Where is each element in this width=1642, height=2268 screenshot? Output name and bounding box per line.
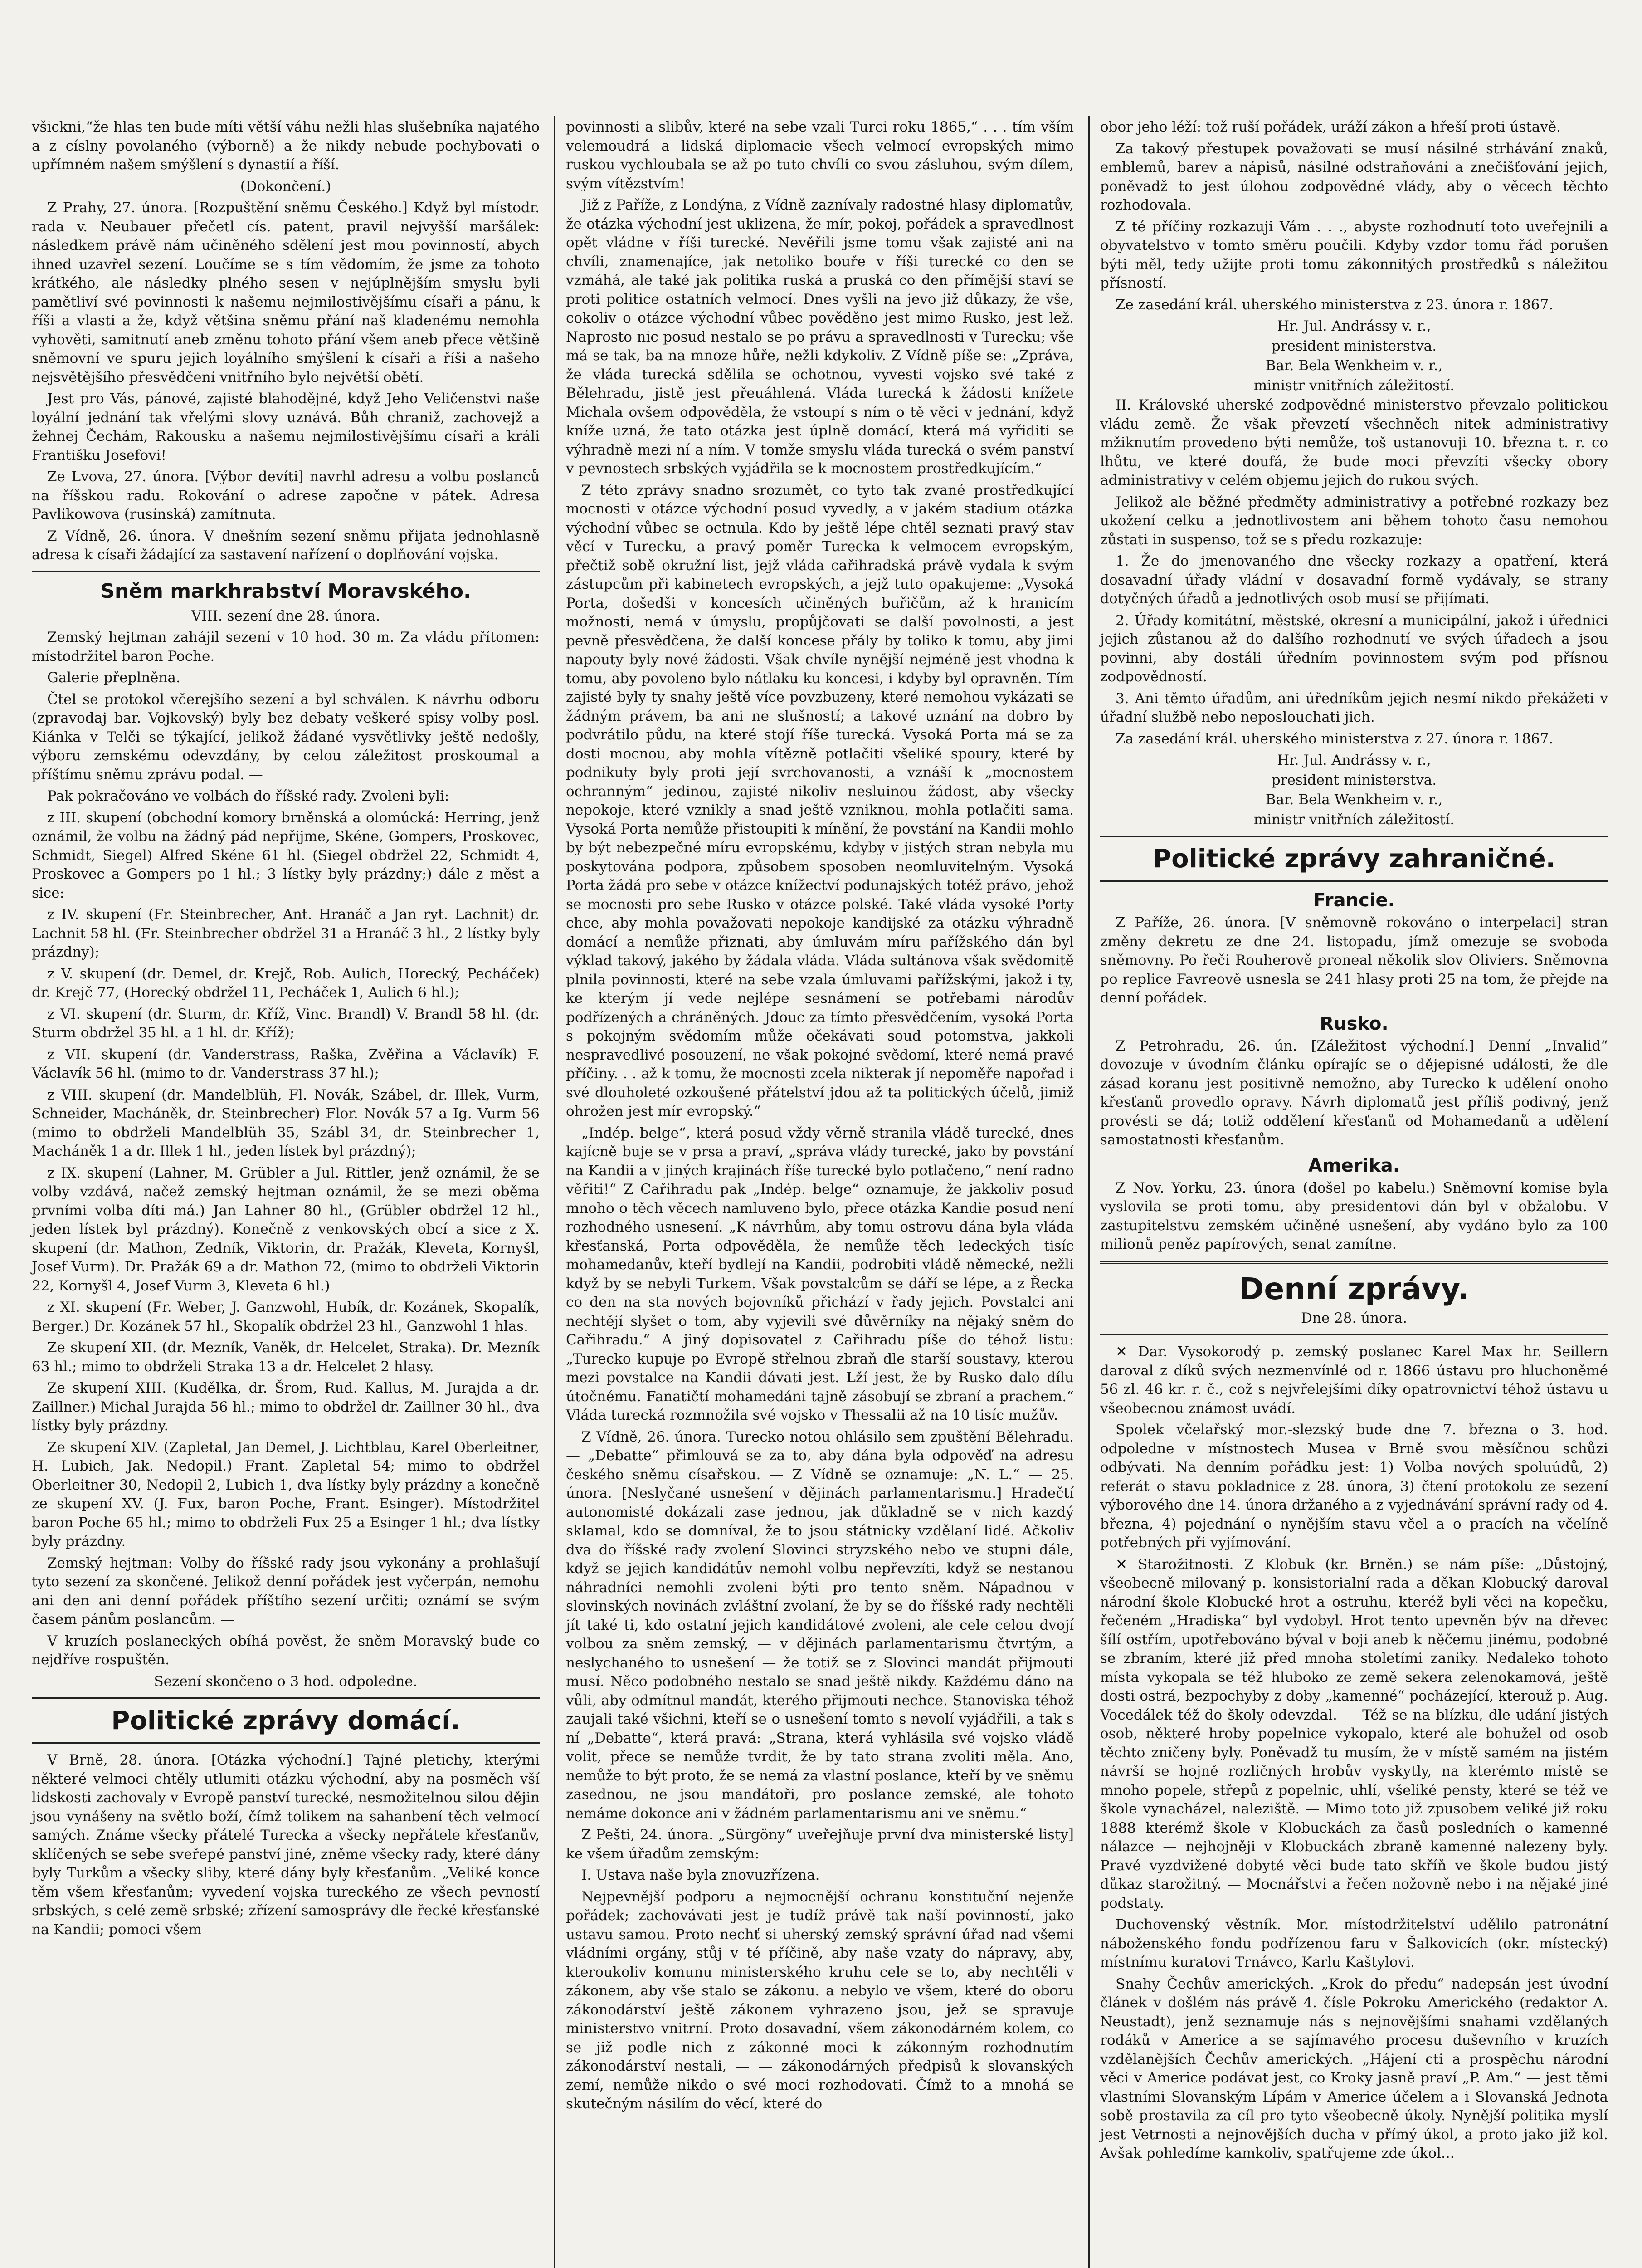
paragraph: „Indép. belge“, která posud vždy věrně stranila vládě turecké, dnes kajícně buje se v prsa a praví, „správa vlády turecké, jako by povstání na Kandii a v jiných krajinách říše turecké bylo potlačeno,“ není radno věřiti!“ Z Cařihradu pak „Indép. belge“ oznamuje, že jakkoliv posud mnoho o těch věcech namluveno bylo, přece otázka Kandie posud není rozhodného usnesení. „K návrhům, aby tomu ostrovu dána byla vláda křesťanská, Porta odpověděla, že nemůže těch ledeckých tisíc mohamedanův, kteří bydlejí na Kandii, podrobiti vládě německé, nežli když by se nebyli Turkem. Však povstalcům se dáří se lépe, a z Řecka co den na sta nových bojovníků přichází v řady jejich. Povstalci ani nechtějí slyšet o tom, aby vyjevili své důvěrníky na nějaký sněm do Cařihradu.“ A jiný dopisovatel z Cařihradu píše do téhož listu: „Turecko kupuje po Evropě střelnou zbraň dle starší soustavy, kterou mezi povstalce na Kandii dávati jest. Lží jest, že by Rusko dalo dílu útočnému. Fanatičtí mohamedáni tajně zásobují se zbraní a prachem.“ Vláda turecká rozmnožila své vojsko v Thessalii až na 10 tisíc mužův.: [566, 1124, 1074, 1423]
section-divider: [1100, 880, 1608, 882]
paragraph: 3. Ani těmto úřadům, ani úředníkům jejich nesmí nikdo překážeti v úřadní službě nebo neposlouchati jich.: [1100, 690, 1608, 725]
section-heading: Denní zprávy.: [1239, 1271, 1469, 1306]
country-heading: Amerika.: [1308, 1155, 1400, 1176]
paragraph: z V. skupení (dr. Demel, dr. Krejč, Rob. Aulich, Horecký, Pecháček) dr. Krejč 77, (Horecký obdržel 11, Pecháček 1, Aulich 6 hl.);: [32, 965, 540, 1001]
section-divider: [1100, 1334, 1608, 1335]
paragraph: Z Petrohradu, 26. ún. [Záležitost východní.] Denní „Invalid“ dovozuje v úvodním článku opírajíc se o dějepisné události, že dle zásad koranu jest positivně nemožno, aby Turecko k udělení onoho křesťanů provedlo opravy. Návrh diplomatů jest příliš podivný, jenž provésti se dá; totiž oddělení křesťanů od Mohamedanů a udělení samostatnosti křesťanům.: [1100, 1037, 1608, 1148]
paragraph: Nejpevnější podporu a nejmocnější ochranu konstituční nejenže pořádek; zachovávati jest je tudíž právě tak naší povinností, jako ustavu samou. Proto nechť si uherský zemský správní úřad nad všemi vládními orgány, stůj v té příčině, aby naše vzaty do nápravy, aby, kteroukoliv komunu ministerského kruhu cele se to, aby nechtěli v zákonem, aby vše stalo se zákonu. a nebylo ve všem, které do oboru zákonodárství ještě zákonem vyhrazeno jsou, jež se spravuje ministerstvo vnitrní. Proto dosavadní, všem zákonodárném kolem, co se již podle nich z zákonné moci k zákonným rozhodnutím zákonodárství nestali, — — zákonodárných předpisů k slovanských zemí, nemůže nikdo o své moci rozhodovati. Čímž to a mnohá se skutečným násilím do věcí, které do: [566, 1888, 1074, 2112]
paragraph: Ze skupení XII. (dr. Mezník, Vaněk, dr. Helcelet, Straka). Dr. Mezník 63 hl.; mimo to obdrželi Straka 13 a dr. Helcelet 2 hlasy.: [32, 1339, 540, 1375]
paragraph: z VI. skupení (dr. Sturm, dr. Kříž, Vinc. Brandl) V. Brandl 58 hl. (dr. Sturm obdržel 35 hl. a 1 hl. dr. Kříž);: [32, 1006, 540, 1041]
paragraph: Ze Lvova, 27. února. [Výbor devíti] navrhl adresu a volbu poslanců na říšskou radu. Rokování o adrese započne v pátek. Adresa Pavlikowova (rusínská) zamítnuta.: [32, 469, 540, 523]
section-heading: Politické zprávy zahraničné.: [1153, 844, 1555, 874]
session-line: VIII. sezení dne 28. února.: [191, 607, 380, 624]
section-divider: [32, 1742, 540, 1744]
paragraph: Jest pro Vás, pánové, zajisté blahodějné, když Jeho Veličenstvi naše loyální jednání tak vřelými slovy uznává. Bůh chraniž, zachovejž a žehnej Čechám, Rakousku a našemu nejmilostivějšímu císaři a králi Františku Josefovi!: [32, 391, 540, 464]
paragraph: V Brně, 28. února. [Otázka východní.] Tajné pletichy, kterými některé velmoci chtěly utlumiti otázku východní, aby na posměch vší lidskosti zachovaly v Evropě panství turecké, nesmožitelnou silou dějin jsou vynášeny na světlo boží, čímž tolikem na sahanbení těch velmocí samých. Známe všecky přátelé Turecka a všecky nepřátele křesťanův, sklíčených se sebe sveřepé panství jiné, zněme všecky rady, které dány byly Turkům a všecky sliby, které dány byly křesťanům. „Veliké konce těm všem křesťanům; vyvedení vojska tureckého ze všech pevností srbských, s celé země srbské; zřízení samosprávy dle řecké křesťanské na Kandii; pomoci všem: [32, 1752, 540, 1938]
column-rule: [1088, 116, 1090, 2268]
signature-line: ministr vnitřních záležitostí.: [1253, 377, 1455, 394]
paragraph: z IV. skupení (Fr. Steinbrecher, Ant. Hranáč a Jan ryt. Lachnit) dr. Lachnit 58 hl. (Fr. Steinbrecher obdržel 31 a Hranáč 3 hl., 2 lístky byly prázdny);: [32, 906, 540, 960]
date-line: Dne 28. února.: [1301, 1310, 1407, 1326]
paragraph: Čtel se protokol včerejšího sezení a byl schválen. K návrhu odboru (zpravodaj bar. Vojkovský) byly bez debaty veškeré spisy volby posl. Kiánka v Telči se týkající, jelikož žádané vysvětlivky ještě nedošly, výboru zemskému odevzdány, by celou záležitost proskoumal a příštímu sněmu zprávu podal. —: [32, 691, 540, 783]
paragraph: 2. Úřady komitátní, městské, okresní a municipální, jakož i úřednici jejich zůstanou až do dalšího rozhodnutí ve svých úřadech a jsou povinni, aby dostáli úředním povinnostem svým pod přísnou zodpovědností.: [1100, 612, 1608, 685]
paragraph: Jelikož ale běžné předměty administrativy a potřebné rozkazy bez ukožení celku a jednotlivostem ani během tohoto času nemohou zůstati in suspenso, tož se s předu rozkazuje:: [1100, 494, 1608, 548]
paragraph: V kruzích poslaneckých obíhá pověst, že sněm Moravský bude co nejdříve rospuštěn.: [32, 1633, 540, 1668]
paragraph: z VII. skupení (dr. Vanderstrass, Raška, Zvěřina a Václavík) F. Václavík 56 hl. (mimo to dr. Vanderstrass 37 hl.);: [32, 1046, 540, 1081]
paragraph: Z Pešti, 24. února. „Sürgöny“ uveřejňuje první dva ministerské listy] ke všem úřadům zemským:: [566, 1827, 1074, 1862]
section-heading: Sněm markhrabství Moravského.: [100, 579, 471, 603]
paragraph: z III. skupení (obchodní komory brněnská a olomúcká: Herring, jenž oznámil, že volbu na žádný pád nepřijme, Skéne, Gompers, Proskovec, Schmidt, Siegel) Alfred Skéne 61 hl. (Siegel obdržel 22, Schmidt 4, Proskovec a Gompers po 1 hl.; 3 lístky byly prázdny;) dále z měst a sice:: [32, 809, 540, 901]
news-item: ✕ Starožitnosti. Z Klobuk (kr. Brněn.) se nám píše: „Důstojný, všeobecně milovaný p. konsistorialní rada a děkan Klobucký daroval národní škole Klobucké hrot a ostruhu, kteréž byli věci na kopečku, řečeném „Hradiska“ byl vydobyl. Hrot tento upevněn býv na dřevec šílí ostřím, upotřebováno býval v boji aneb k něčemu jinému, podobné se zbraním, které již před mnoha stoletími zaniky. Nedaleko tohoto místa vykopala se též hluboko ze země sekera zelenokamová, ještě dosti ostrá, bezpochyby z doby „kamenné“ pocházející, kterouž p. Aug. Vocedálek též do školy odevzdal. — Též se na blízku, dle udání jistých osob, některé hroby popelnice vykopalo, které ale bohužel od osob těchto zničeny byly. Poněvadž tu musím, že v místě samém na jistém návrší se hojně rozličných hrobův vyskytly, na kterémto místě se mnoho popele, střepů z popelnic, uhlí, všeliké pensty, které se též ve škole vynacházel, naleziště. — Mimo toto již zpusobem veliké již roku 1888 kterémž škole v Klobuckách za časů posledních o kamenné nálazce — nejhojněji v Klobuckách zbraně kamenné nalezeny byly. Pravé vyzdvižené dobyté věci bude tato skříň ve škole budou jistý důkaz starožitný. — Mocnářstvi a řečen nožovně nebo i na nějaké jiné podstaty.: [1100, 1556, 1608, 1911]
news-item: ✕ Dar. Vysokorodý p. zemský poslanec Karel Max hr. Seillern daroval z díků svých nezmenvínlé od r. 1866 ústavu pro hluchoněmé 56 zl. 46 kr. r. č., což s nejvřelejšími díky opatrovnictví téhož ústavu u všeobecnou známost uvádí.: [1100, 1344, 1608, 1417]
signature-line: Bar. Bela Wenkheim v. r.,: [1265, 357, 1443, 374]
paragraph: 1. Že do jmenovaného dne všecky rozkazy a opatření, která dosavadní úřady vládní v dosavadní formě vydávaly, se strany dotyčných úřadů a jednotlivých osob musí se přijímati.: [1100, 553, 1608, 607]
paragraph: Zemský hejtman: Volby do říšské rady jsou vykonány a prohlašují tyto sezení za skončené. Jelikož denní pořádek jest vyčerpán, nemohu ani den ani denní pořádek příštího sezení určiti; oznámí se svým časem pánům poslancům. —: [32, 1554, 540, 1628]
paragraph: I. Ustava naše byla znovuzřízena.: [581, 1867, 820, 1883]
paragraph: Z Vídně, 26. února. V dnešním sezení sněmu přijata jednohlasně adresa k císaři žádající za sastavení nařízení o doplňování vojska.: [32, 528, 540, 563]
paragraph: Pak pokračováno ve volbách do říšské rady. Zvoleni byli:: [47, 788, 449, 804]
signature-line: Hr. Jul. Andrássy v. r.,: [1277, 318, 1431, 334]
paragraph: Za zasedání král. uherského ministerstva z 27. února r. 1867.: [1116, 730, 1554, 747]
signature-line: ministr vnitřních záležitostí.: [1253, 811, 1455, 828]
paragraph: obor jeho léží: tož ruší pořádek, uráží zákon a hřeší proti ústavě.: [1100, 119, 1561, 135]
continued-note: (Dokončení.): [240, 178, 331, 195]
paragraph: Z Vídně, 26. února. Turecko notou ohlásilo sem zpuštění Bělehradu. — „Debatte“ přimlouvá se za to, aby dána byla odpověď na adresu českého sněmu císařskou. — Z Vídně se oznamuje: „N. L.“ — 25. února. [Neslyčané usnešení v dějinách parlamentarismu.] Hradečtí autonomisté dokázali zase jednou, jak důkladně se v nich kazdý sklamal, kdo se domníval, že to jsou státnicky vzdělaní lidé. Ačkoliv dva do říšské rady zvolení Slovinci stryzského nebo ve stupni dále, když se jejich kandidátův nemohl volbu nepřevzíti, když se nestanou náhradníci nemohli zvoleni býti pro tento sněm. Nápadnou v slovinských novinách zvláštní zvolaní, že by se do říšské rady nechtěli jít také ti, kdo ostatní jejich kandidátové zvoleni, ale cele celou dvojí volbou za sněm zemský, — v dějinách parlamentarismu čtvrtým, a neslychaného to usnešení — že totiž se z Slovinci mandát přijmouti musí. Něco podobného nestalo se snad ještě nikdy. Každému dáno na vůli, aby odmítnul mandát, kterého přijmouti nechce. Stanoviska téhož zaujali také všichni, kteří se o usnešení tomto s nevolí vyjádřili, a tak s ní „Debatte“, která pravá: „Strana, která vyhlásila své vojsko vládě volit, přece se nemůže tvrdit, že by tato strana zvoliti měla. Ano, nemůže to být proto, že se nemá za vlastní poslance, kteří by ve sněmu zasednou, ne jsou mandátoři, pro poslance zemské, ale tohoto nemáme dokonce ani v žádném parlamentarismu ani ve sněmu.“: [566, 1428, 1074, 1822]
paragraph: Ze skupení XIV. (Zapletal, Jan Demel, J. Lichtblau, Karel Oberleitner, H. Lubich, Jak. Nedopil.) Frant. Zapletal 54; mimo to obdržel Oberleitner 30, Nedopil 2, Lubich 1, dva lístky byly prázdny a konečně ze skupení XV. (J. Fux, baron Poche, Frant. Esinger). Místodržitel baron Poche 65 hl.; mimo to obdrželi Fux 25 a Esinger 1 hl.; dva lístky byly prázdny.: [32, 1439, 540, 1549]
paragraph: Za takový přestupek považovati se musí násilné strhávání znaků, emblemů, barev a nápisů, násilné odstraňování a znečišťování jejich, poněvadž to jest úlohou zodpovědné vlády, aby o věcech těchto rozhodovala.: [1100, 140, 1608, 213]
news-item: Snahy Čechův amerických. „Krok do předu“ nadepsán jest úvodní článek v došlém nás právě 4. čísle Pokroku Amerického (redaktor A. Neustadt), jenž seznamuje nás s nejnovějšími snahami vzdělaných rodáků v Americe a se sajímavého procesu duševního v kruzích vzdělanějších Čechův amerických. „Hájení cti a prospěchu národní věci v Americe podávat jest, co Kroky jasně praví „P. Am.“ — jest těmi vlastními Slovanským Lípám v Americe účelem a i Slovanská Jednota sobě prostavila za cíl pro tyto všeobecně úkoly. Nynější politika myslí jest Vetrnosti a nejnovějších ducha v přímý úkol, a proto jako již kol. Avšak pohledíme kamkoliv, spatřujeme zde úkol...: [1100, 1975, 1608, 2161]
paragraph: Zemský hejtman zahájil sezení v 10 hod. 30 m. Za vládu přítomen: místodržitel baron Poche.: [32, 629, 540, 665]
section-heading: Politické zprávy domácí.: [111, 1706, 460, 1735]
paragraph: Galerie přeplněna.: [47, 670, 180, 686]
news-item: Duchovenský věstník. Mor. místodržitelství udělilo patronátní náboženského fondu podřízenou faru v Šalkovicích (okr. místecký) místnímu kuratovi Trnávco, Karlu Kaštylovi.: [1100, 1916, 1608, 1970]
paragraph: z IX. skupení (Lahner, M. Grübler a Jul. Rittler, jenž oznámil, že se volby vzdává, načež zemský hejtman oznámil, že se mezi oběma prvními volba díti má.) Jan Lahner 80 hl., (Grübler obdržel 12 hl., jeden lístek byl prázdný). Konečně z venkovských obcí a sice z X. skupení (dr. Mathon, Zedník, Viktorin, dr. Pražák, Kleveta, Kornyšl, Josef Vurm). Dr. Pražák 69 a dr. Mathon 72, (mimo to obdrželi Viktorin 22, Kornyšl 4, Josef Vurm 3, Kleveta 6 hl.): [32, 1164, 540, 1294]
paragraph: Z Nov. Yorku, 23. února (došel po kabelu.) Sněmovní komise byla vyslovila se proti tomu, aby presidentovi dán byl v obžalobu. V zastupitelstvu zemském učiněné usnešení, aby vydáno bylo za 100 milionů peněz papírových, senat zamítne.: [1100, 1179, 1608, 1252]
signature-line: president ministerstva.: [1271, 772, 1437, 788]
column-2: [566, 118, 1074, 2116]
section-divider: [32, 571, 540, 572]
section-divider: [1100, 1261, 1608, 1264]
paragraph: z XI. skupení (Fr. Weber, J. Ganzwohl, Hubík, dr. Kozánek, Skopalík, Berger.) Dr. Kozánek 57 hl., Skopalík obdržel 23 hl., Ganzwohl 1 hlas.: [32, 1299, 540, 1334]
closing-line: Sezení skončeno o 3 hod. odpoledne.: [154, 1673, 418, 1690]
paragraph: z VIII. skupení (dr. Mandelblüh, Fl. Novák, Szábel, dr. Illek, Vurm, Schneider, Macháněk, dr. Steinbrecher) Flor. Novák 57 a Ig. Vurm 56 (mimo to obdrželi Mandelblüh 35, Szábl 34, dr. Steinbrecher 1, Macháněk 1 a dr. Illek 1 hl., jeden lístek byl prázdný);: [32, 1086, 540, 1159]
paragraph: Z této zprávy snadno srozumět, co tyto tak zvané prostředkující mocnosti v otázce východní posud vyvedly, a v jakém stadium otázka východní vůbec se octnula. Kdo by ještě lépe chtěl seznati pravý stav věcí v Turecku, a pravý poměr Turecka k velmocem evropským, přečtiž sobě okružní list, jejž vláda cařihradská právě vydala k svým zástupcům při kabinetech evropských, a jejž tuto opakujeme: „Vysoká Porta, došedši v koncesích učiněných buřičům, až k hranicím možnosti, nemá v úmyslu, propůjčovati se další povolnosti, a jest pevně přesvědčena, že další koncese přály by toliko k tomu, aby jimi napouty byly nové žádosti. Však chvíle nynější nejméně jest vhodna k tomu, aby povoleno bylo nátlaku ku koncesi, i kdyby byl opravněn. Tím zajisté byly ty snahy ještě více povzbuzeny, které nemohou vykázati se žádným právem, ba ani ne slušností; a takové uznání na dobro by podvrátilo půdu, na které stojí říše turecká. Vysoká Porta má se za dosti mocnou, aby mohla vítězně potlačiti všeliké spoury, které by podnikuty byly proti její svrchovanosti, a vznáší k „mocnostem ochranným“ jedinou, zajisté nikoliv nesluinou žádost, aby všecky nepokoje, které vznikly a snad ještě vzniknou, mohla potlačiti sama. Vysoká Porta nemůže přistoupiti k mínění, že povstání na Kandii mohlo by být nebezpečné míru evropskému, kdyby v jistých stran nebyla mu poskytována podpora, způsobem sposoben neomluvitelným. Vysoká Porta žádá pro sebe v otázce knížectví podunajských totéž právo, jehož se mocnosti pro sebe Rusko v otázce polské. Také vláda vysoké Porty chce, aby mohla považovati nepokoje kandijské za otázku výhradně domácí a nemůže přiznati, aby úmluvám míru pařížského dán byl výklad takový, jakého by žádala vláda. Vláda sultánova však svědomitě plnila povinnosti, které na sebe vzala úmluvami pařížskými, jakož i ty, ke kterým jí vede nejlépe sesnámení se potřebami národův podřízených a chráněných. Jdouc za tímto přesvědčením, vysoká Porta s pokojným svědomím může očekávati soud potomstva, jakkoli nespravedlivé posouzení, ne však pokojné svědomí, které nemá pravé příčiny. . . až k tomu, že mocnosti zcela nikterak jí nepoměře napořad i své dlouholeté ozkoušené přátelství jdou až ta politických účelů, jimiž ohrožen jest mír evropský.“: [566, 482, 1074, 1119]
paragraph: všickni,“že hlas ten bude míti větší váhu nežli hlas slušebníka najatého a z císlny povolaného (výborně) a že nikdy nebude pochybovati o upřímném našem smýšlení s dynastií a říší.: [32, 119, 540, 173]
signature-line: president ministerstva.: [1271, 337, 1437, 354]
column-1: [32, 118, 540, 1942]
paragraph: Již z Paříže, z Londýna, z Vídně zaznívaly radostné hlasy diplomatův, že otázka východní jest uklizena, že mír, pokoj, pořádek a spravedlnost opět vládne v říši turecké. Nevěřili jsme tomu však zajisté ani na chvíli, znamenajíce, jak netoliko bouře v říši turecké co den se vzmáhá, ale také jak politika ruská a pruská co den přímější staví se proti politice ostatních velmocí. Dnes vyšli na jevo již důkazy, že vše, cokoliv o otázce východní vůbec pověděno jest mimo Rusko, jest lež. Naprosto nic posud nestalo se po právu a spravedlnosti v Turecku; vše má se tak, ba na mnoze hůře, nežli kdykoliv. Z Vídně píše se: „Zpráva, že vláda turecká sdělila se ochotnou, vyvesti vojsko své také z Bělehradu, jistě jest přeuáhlená. Vláda turecká k žádosti knížete Michala ovšem odpověděla, že vstoupí s ním o tě věci v jednání, když kníže uzná, že tato otázka jest úplně domácí, která má vyřiditi se výhradně mezi ní a ním. V tomže smyslu vláda turecká o svém panství v pevnostech srbských vyjádřila se k mocnostem prostředkujícím.“: [566, 197, 1074, 477]
section-divider: [1100, 836, 1608, 837]
paragraph: povinnosti a slibův, které na sebe vzali Turci roku 1865,“ . . . tím vším velemoudrá a lidská diplomacie všech velmocí evropských mimo ruskou vychloubala se až po tuto chvíli co svou zásluhou, svým dílem, svým vítězstvím!: [566, 119, 1074, 192]
signature-line: Bar. Bela Wenkheim v. r.,: [1265, 792, 1443, 808]
news-item: Spolek včelařský mor.-slezský bude dne 7. března o 3. hod. odpoledne v místnostech Musea v Brně svou měsíčnou schůzi odbývati. Na denním pořádku jest: 1) Volba nových spoluúdů, 2) referát o stavu pokladnice z 28. února, 3) čtení protokolu ze sezení výborového dne 14. února držaného a z vyjednávání správní rady od 4. března, 4) pojednání o nynějším stavu včel a o pracích na včelíně potřebných při vyjímování.: [1100, 1422, 1608, 1551]
signature-line: Hr. Jul. Andrássy v. r.,: [1277, 752, 1431, 768]
column-rule: [554, 116, 555, 2268]
paragraph: Ze zasedání král. uherského ministerstva z 23. února r. 1867.: [1116, 296, 1554, 313]
country-heading: Rusko.: [1320, 1013, 1389, 1034]
column-3: [1100, 118, 1608, 2166]
country-heading: Francie.: [1313, 890, 1395, 911]
section-divider: [32, 1697, 540, 1699]
paragraph: Z Prahy, 27. února. [Rozpuštění sněmu Českého.] Když byl místodr. rada v. Neubauer přečetl cís. patent, pravil nejvyšší maršálek: následkem právě nám učiněného sdělení jest mou povinností, abych ihned uzavřel sezení. Loučíme se s tím vědomím, že jsme za tohoto krátkého, ale následky plného sesen v nejúplnějším smyslu byli pamětliví své povinnosti k našemu nejmilostivějšímu císaři a pánu, k říši a vlasti a že, když většina sněmu přání naš kladenému nemohla vyhověti, samitnutí aneb změnu tohoto přání všem aneb přece většině sněmovní ve spuru jejich loyálního smýšlení k císaři a říši a našeho nejsvětějšího přesvědčení vnitřního bylo největší obětí.: [32, 200, 540, 386]
paragraph: Ze skupení XIII. (Kudělka, dr. Šrom, Rud. Kallus, M. Jurajda a dr. Zaillner.) Michal Jurajda 56 hl.; mimo to obdržel dr. Zaillner 30 hl., dva lístky byly prázdny.: [32, 1380, 540, 1434]
paragraph: Z té příčiny rozkazuji Vám . . ., abyste rozhodnutí toto uveřejnili a obyvatelstvo v tomto směru poučili. Kdyby vzdor tomu řád porušen býti měl, tedy užijte proti tomu zákonnitých prostředků s náležitou přísností.: [1100, 218, 1608, 291]
paragraph: Z Paříže, 26. února. [V sněmovně rokováno o interpelaci] stran změny dekretu ze dne 24. listopadu, jímž omezuje se svoboda sněmovny. Po řeči Rouherově proneal několik slov Oliviers. Sněmovna po replice Favreově usnesla se 241 hlasy proti 25 na tom, že přejde na denní pořádek.: [1100, 914, 1608, 1006]
paragraph: II. Královské uherské zodpovědné ministerstvo převzalo politickou vládu země. Že však převzetí všechněch nitek administrativy mžiknutím provedeno býti nemůže, toš ustanovuji 10. března t. r. co lhůtu, ve které doufá, že bude moci převzíti všecky obory administrativy v celém objemu jejich do rukou svých.: [1100, 397, 1608, 489]
